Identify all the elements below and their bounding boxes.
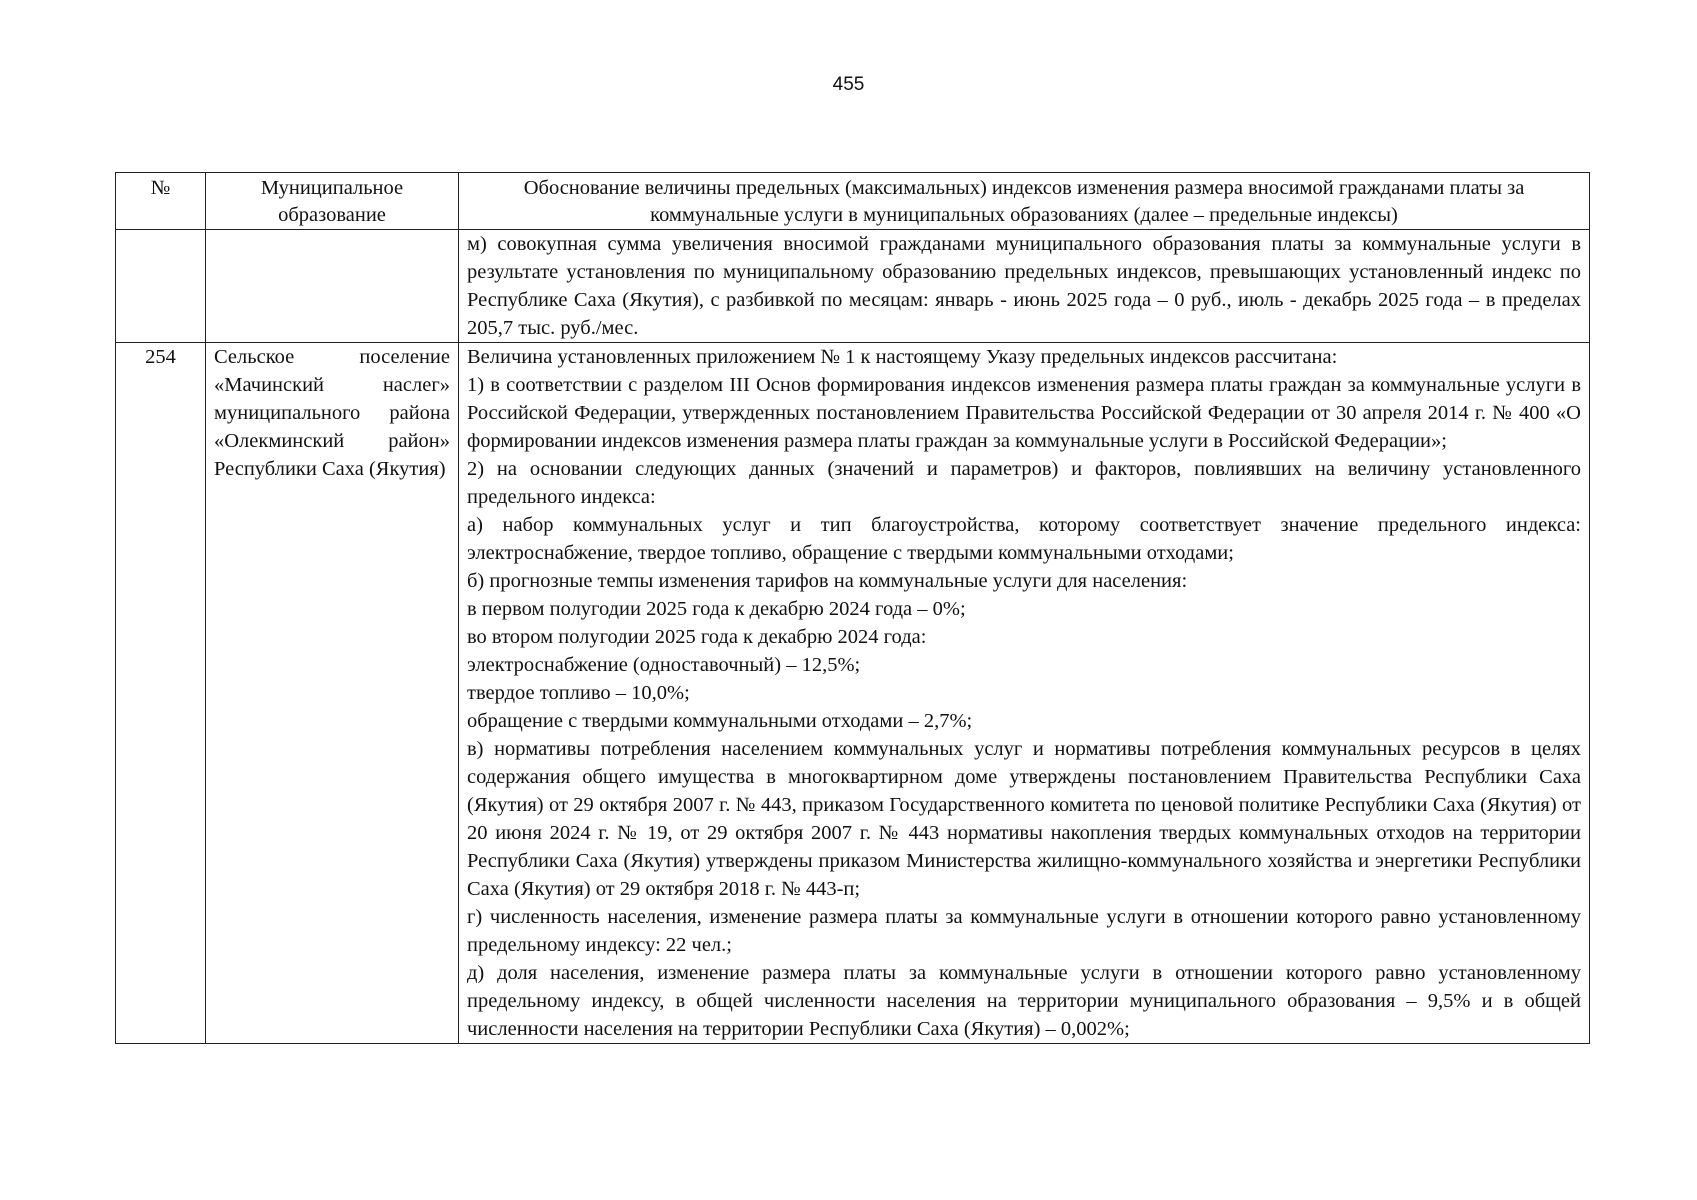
paragraph: а) набор коммунальных услуг и тип благоустройства, которому соответствует значение предельного индекса: электроснабжение, твердое топливо, обращение с твердыми коммунальными отходами;	[467, 514, 1581, 564]
table-header-row	[116, 173, 1590, 230]
header-num: №	[116, 173, 206, 230]
row-justification	[459, 343, 1590, 1044]
paragraph: электроснабжение (одноставочный) – 12,5%;	[467, 654, 861, 676]
paragraph: д) доля населения, изменение размера платы за коммунальные услуги в отношении которого равно установленному предельному индексу, в общей численности населения на территории муниципального образования – 9,5% и в общей численности населения на территории Республики Саха (Якутия) – 0,002%;	[467, 962, 1581, 1040]
paragraph: Величина установленных приложением № 1 к настоящему Указу предельных индексов рассчитана:	[467, 346, 1338, 368]
table-row	[116, 343, 1590, 1044]
paragraph: во втором полугодии 2025 года к декабрю 2024 года:	[467, 626, 927, 648]
row-num	[116, 230, 206, 343]
paragraph: б) прогнозные темпы изменения тарифов на коммунальные услуги для населения:	[467, 570, 1188, 592]
page-number: 455	[832, 74, 865, 95]
paragraph: 2) на основании следующих данных (значений и параметров) и факторов, повлиявших на величину установленного предельного индекса:	[467, 458, 1581, 508]
row-municipality: Сельское поселение «Мачинский наслег» муниципального района «Олекминский район» Республики Саха (Якутия)	[206, 343, 459, 1044]
paragraph: м) совокупная сумма увеличения вносимой гражданами муниципального образования платы за коммунальные услуги в результате установления по муниципальному образованию предельных индексов, превышающих установленный индекс по Республике Саха (Якутия), с разбивкой по месяцам: январь - июнь 2025 года – 0 руб., июль - декабрь 2025 года – в пределах 205,7 тыс. руб./мес.	[467, 233, 1581, 339]
header-justification: Обоснование величины предельных (максимальных) индексов изменения размера вносимой гражданами платы за коммунальные услуги в муниципальных образованиях (далее – предельные индексы)	[459, 173, 1590, 230]
paragraph: г) численность населения, изменение размера платы за коммунальные услуги в отношении которого равно установленному предельному индексу: 22 чел.;	[467, 906, 1581, 956]
header-municipality: Муниципальное образование	[206, 173, 459, 230]
row-justification	[459, 230, 1590, 343]
table-row	[116, 230, 1590, 343]
row-municipality	[206, 230, 459, 343]
row-num: 254	[116, 343, 206, 1044]
paragraph: обращение с твердыми коммунальными отходами – 2,7%;	[467, 710, 973, 732]
paragraph: твердое топливо – 10,0%;	[467, 682, 690, 704]
paragraph: в первом полугодии 2025 года к декабрю 2024 года – 0%;	[467, 598, 966, 620]
indices-table	[115, 172, 1590, 1044]
paragraph: в) нормативы потребления населением коммунальных услуг и нормативы потребления коммунальных ресурсов в целях содержания общего имущества в многоквартирном доме утверждены постановлением Правительства Республики Саха (Якутия) от 29 октября 2007 г. № 443, приказом Государственного комитета по ценовой политике Республики Саха (Якутия) от 20 июня 2024 г. № 19, от 29 октября 2007 г. № 443 нормативы накопления твердых коммунальных отходов на территории Республики Саха (Якутия) утверждены приказом Министерства жилищно-коммунального хозяйства и энергетики Республики Саха (Якутия) от 29 октября 2018 г. № 443-п;	[467, 738, 1581, 900]
paragraph: 1) в соответствии с разделом III Основ формирования индексов изменения размера платы граждан за коммунальные услуги в Российской Федерации, утвержденных постановлением Правительства Российской Федерации от 30 апреля 2014 г. № 400 «О формировании индексов изменения размера платы граждан за коммунальные услуги в Российской Федерации»;	[467, 374, 1581, 452]
